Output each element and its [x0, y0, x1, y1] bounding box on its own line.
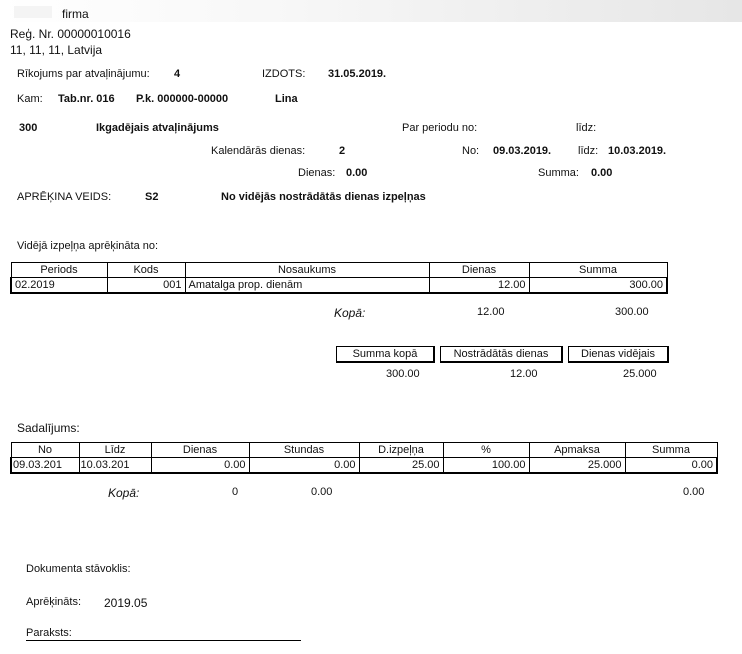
calc-type-code: S2 [145, 191, 159, 203]
table-cell: 001 [107, 278, 185, 294]
redacted-area [14, 6, 52, 18]
calendar-days-label: Kalendārās dienas: [211, 145, 306, 157]
col-header: Apmaksa [529, 443, 625, 458]
split-total-sum: 0.00 [683, 486, 705, 498]
table-cell: 09.03.201 [11, 458, 79, 474]
col-header: Stundas [249, 443, 359, 458]
split-table-title: Sadalījums: [17, 421, 80, 435]
table-cell: 02.2019 [11, 278, 107, 294]
table-cell: Amatalga prop. dienām [185, 278, 429, 294]
avg-earnings-table [10, 262, 668, 294]
company-reg-nr: Reģ. Nr. 00000010016 [10, 27, 131, 41]
from-date: 09.03.2019. [493, 145, 552, 157]
table-header-row [11, 443, 717, 458]
split-total-label: Kopā: [108, 486, 140, 500]
company-name: firma [62, 7, 89, 21]
signature-line [26, 640, 301, 641]
period-label: Par periodu no: [402, 122, 478, 134]
split-total-hours: 0.00 [311, 486, 333, 498]
col-header: No [11, 443, 79, 458]
table-cell: 100.00 [443, 458, 529, 474]
order-number: 4 [174, 68, 181, 80]
recipient-name: Lina [275, 93, 298, 105]
period-until-label: līdz: [576, 122, 597, 134]
recipient-label: Kam: [17, 93, 43, 105]
calendar-days-value: 2 [339, 145, 346, 157]
company-address: 11, 11, 11, Latvija [10, 43, 103, 57]
until-label: līdz: [578, 145, 599, 157]
days-value: 0.00 [346, 167, 368, 179]
split-table [10, 442, 718, 474]
table-header-row [11, 263, 667, 278]
summary-worked-days-value: 12.00 [510, 368, 538, 380]
summary-avg-value: 25.000 [623, 368, 657, 380]
table-cell: 25.00 [359, 458, 443, 474]
order-label: Rīkojums par atvaļinājumu: [17, 68, 150, 80]
col-header: Nosaukums [185, 263, 429, 278]
signature-label: Paraksts: [26, 627, 72, 639]
avg-total-days: 12.00 [477, 306, 505, 318]
split-total-days: 0 [232, 486, 239, 498]
col-header: Kods [107, 263, 185, 278]
days-label: Dienas: [298, 167, 336, 179]
avg-total-sum: 300.00 [615, 306, 649, 318]
toolbar-strip [0, 0, 742, 22]
table-cell: 12.00 [429, 278, 529, 294]
table-cell: 300.00 [529, 278, 667, 294]
summary-total-value: 300.00 [386, 368, 420, 380]
document-status-label: Dokumenta stāvoklis: [26, 563, 131, 575]
col-header: Periods [11, 263, 107, 278]
table-cell: 10.03.201 [79, 458, 151, 474]
table-cell: 0.00 [625, 458, 717, 474]
col-header: D.izpeļņa [359, 443, 443, 458]
until-date: 10.03.2019. [608, 145, 667, 157]
sum-value: 0.00 [591, 167, 613, 179]
col-header: % [443, 443, 529, 458]
table-row [11, 458, 717, 474]
table-cell: 0.00 [249, 458, 359, 474]
table-cell: 25.000 [529, 458, 625, 474]
calculated-value: 2019.05 [104, 596, 148, 610]
summary-total-box: Summa kopā [336, 346, 435, 363]
sum-label: Summa: [538, 167, 579, 179]
leave-type: Ikgadējais atvaļinājums [96, 122, 219, 134]
calc-type-desc: No vidējās nostrādātās dienas izpeļņas [221, 191, 426, 203]
summary-avg-box: Dienas vidējais [568, 346, 669, 363]
col-header: Līdz [79, 443, 151, 458]
calculated-label: Aprēķināts: [26, 596, 82, 608]
col-header: Dienas [429, 263, 529, 278]
recipient-tab: Tab.nr. 016 [58, 93, 115, 105]
avg-table-title: Vidējā izpeļņa aprēķināta no: [17, 240, 159, 252]
avg-total-label: Kopā: [334, 306, 366, 320]
issued-date: 31.05.2019. [328, 68, 387, 80]
recipient-pk: P.k. 000000-00000 [136, 93, 229, 105]
from-label: No: [462, 145, 480, 157]
col-header: Summa [625, 443, 717, 458]
col-header: Dienas [151, 443, 249, 458]
issued-label: IZDOTS: [262, 68, 306, 80]
leave-code: 300 [19, 122, 38, 134]
summary-worked-days-box: Nostrādātās dienas [440, 346, 563, 363]
col-header: Summa [529, 263, 667, 278]
table-row [11, 278, 667, 294]
table-cell: 0.00 [151, 458, 249, 474]
calc-type-label: APRĒĶINA VEIDS: [17, 191, 112, 203]
